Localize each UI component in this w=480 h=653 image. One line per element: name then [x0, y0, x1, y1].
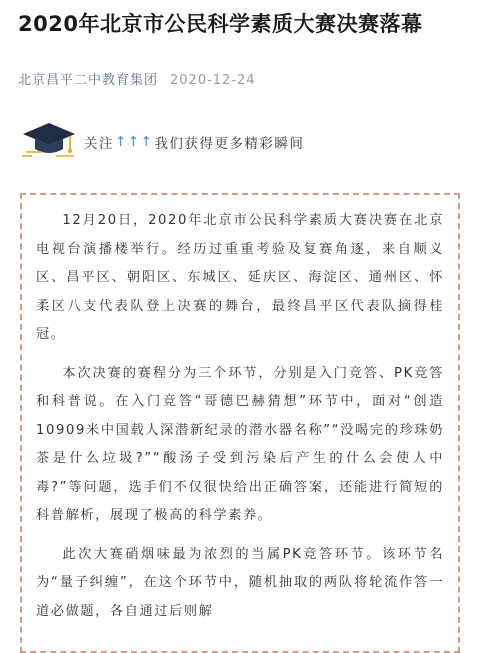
article-meta [18, 72, 256, 90]
account-name-link[interactable]: 北京昌平二中教育集团 [18, 73, 159, 88]
body-paragraph-2: 本次决赛的赛程分为三个环节，分别是入门竞答、PK竞答和科普说。在入门竞答“哥德巴赫猜想”环节中，面对“创造10909米中国载人深潜新纪录的潜水器名称”“没喝完的珍珠奶茶是什么垃圾?”“酸汤子受到污染后产生的什么会使人中毒?”等问题，选手们不仅很快给出正确答案，还能进行简短的科普解析，展现了极高的科学素养。 [36, 365, 444, 523]
body-paragraph-3: 此次大赛硝烟味最为浓烈的当属PK竞答环节。该环节名为“量子纠缠”，在这个环节中，随机抽取的两队将轮流作答一道必做题，各自通过后则解 [36, 546, 444, 619]
article-title: 2020年北京市公民科学素质大赛决赛落幕 [18, 12, 423, 36]
publish-date: 2020-12-24 [170, 73, 256, 88]
graduation-cap-icon [20, 120, 84, 164]
follow-arrows: ↑↑↑ [115, 134, 154, 150]
body-paragraph-1: 12月20日，2020年北京市公民科学素质大赛决赛在北京电视台演播楼举行。经历过重重考验及复赛角逐，来自顺义区、昌平区、朝阳区、东城区、延庆区、海淀区、通州区、怀柔区八支代表队登上决赛的舞台，最终昌平区代表队摘得桂冠。 [36, 213, 444, 342]
follow-text-suffix: 我们获得更多精彩瞬间 [154, 136, 305, 152]
follow-text: 关注 [84, 136, 114, 152]
follow-banner [20, 122, 304, 162]
article-body-card [20, 193, 460, 653]
